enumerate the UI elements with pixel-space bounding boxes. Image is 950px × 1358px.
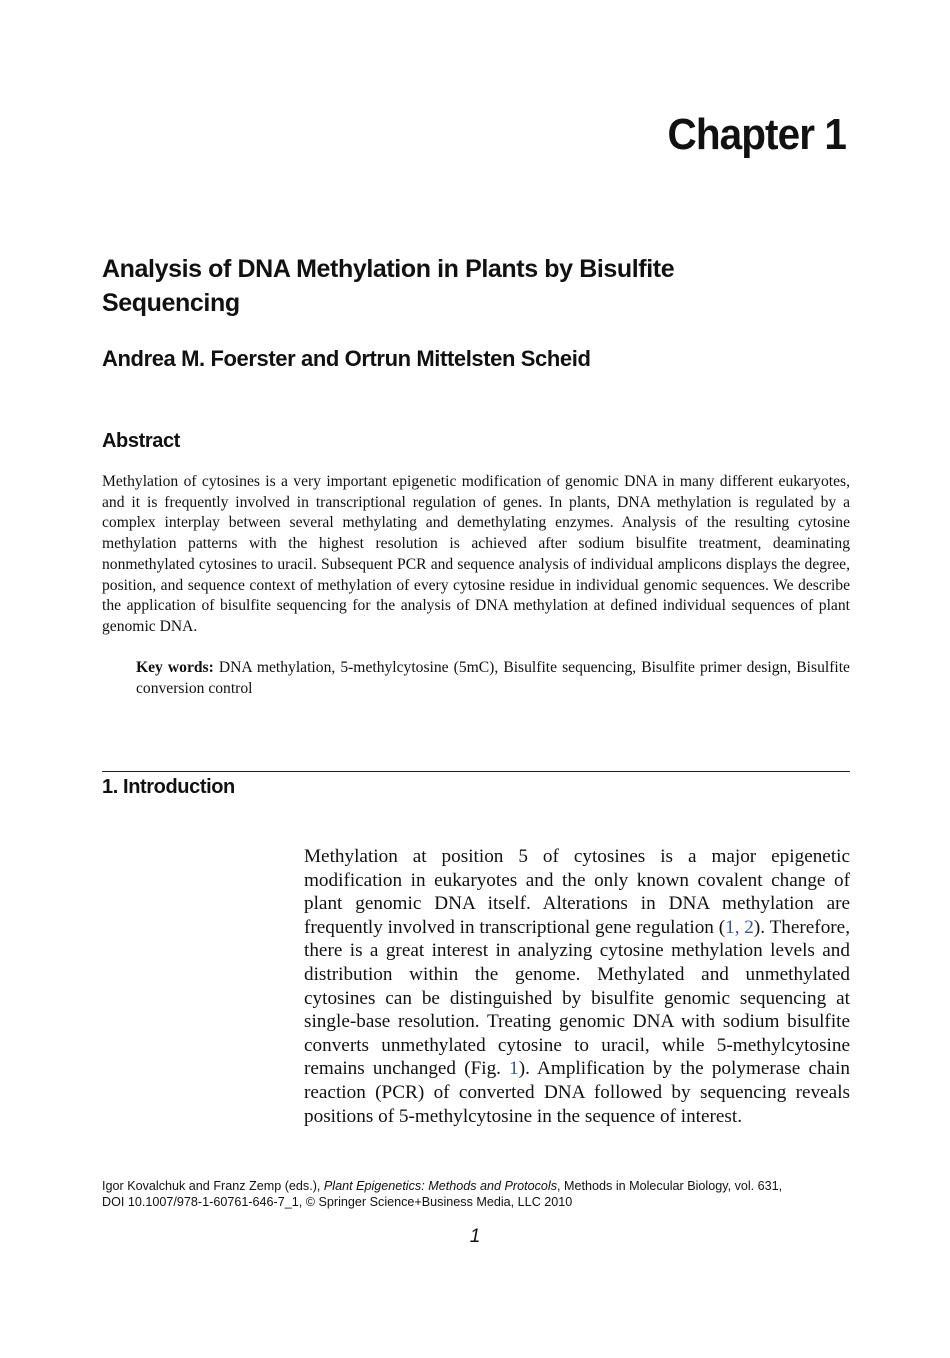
introduction-heading: 1. Introduction (102, 776, 235, 798)
article-title: Analysis of DNA Methylation in Plants by Bisulfite Sequencing (102, 255, 675, 317)
footer-series: , Methods in Molecular Biology, vol. 631, (557, 1179, 783, 1193)
article-authors: Andrea M. Foerster and Ortrun Mittelsten Scheid (102, 346, 591, 371)
keywords-label: Key words: (136, 659, 214, 676)
page-number: 1 (469, 1226, 481, 1247)
footer-note (102, 1178, 850, 1210)
intro-text-3: ). Amplification by the polymerase chain reaction (PCR) of converted DNA followed by sequencing reveals positions of 5-methylcytosine in the sequence of interest. (304, 1058, 850, 1127)
introduction-body (304, 845, 850, 1128)
intro-text-2: ). Therefore, there is a great interest in analyzing cytosine methylation levels and distribution within the genome. Methylated and unmethylated cytosines can be distinguished by bisulfite genomic sequencing at single-base resolution. Treating genomic DNA with sodium bisulfite converts unmethylated cytosine to uracil, while 5-methylcytosine remains unchanged (Fig. (304, 916, 850, 1080)
keywords-list: DNA methylation, 5-methylcytosine (5mC), Bisulfite sequencing, Bisulfite primer design, Bisulfite conversion control (136, 659, 850, 697)
chapter-label: Chapter 1 (667, 110, 846, 159)
keywords (136, 658, 850, 699)
section-divider (102, 771, 850, 772)
abstract-heading: Abstract (102, 430, 180, 452)
footer-doi: DOI 10.1007/978-1-60761-646-7_1, © Springer Science+Business Media, LLC 2010 (102, 1195, 573, 1209)
figure-ref-link[interactable]: 1 (509, 1058, 519, 1080)
intro-text-1: Methylation at position 5 of cytosines is a major epigenetic modification in eukaryotes and the only known covalent change of plant genomic DNA itself. Alterations in DNA methylation are frequently involved in transcriptional gene regulation ( (304, 846, 850, 938)
footer-book-title: Plant Epigenetics: Methods and Protocols (323, 1179, 558, 1193)
citation-link[interactable]: 1, 2 (725, 916, 754, 938)
abstract-body: Methylation of cytosines is a very important epigenetic modification of genomic DNA in many different eukaryotes, and it is frequently involved in transcriptional regulation of genes. In plants, DNA methylation is regulated by a complex interplay between several methylating and demethylating enzymes. Analysis of the resulting cytosine methylation patterns with the highest resolution is achieved after sodium bisulfite treatment, deaminating nonmethylated cytosines to uracil. Subsequent PCR and sequence analysis of individual amplicons displays the degree, position, and sequence context of methylation of every cytosine residue in individual genomic sequences. We describe the application of bisulfite sequencing for the analysis of DNA methylation at defined individual sequences of plant genomic DNA. (102, 473, 850, 635)
footer-editors: Igor Kovalchuk and Franz Zemp (eds.), (102, 1179, 324, 1193)
